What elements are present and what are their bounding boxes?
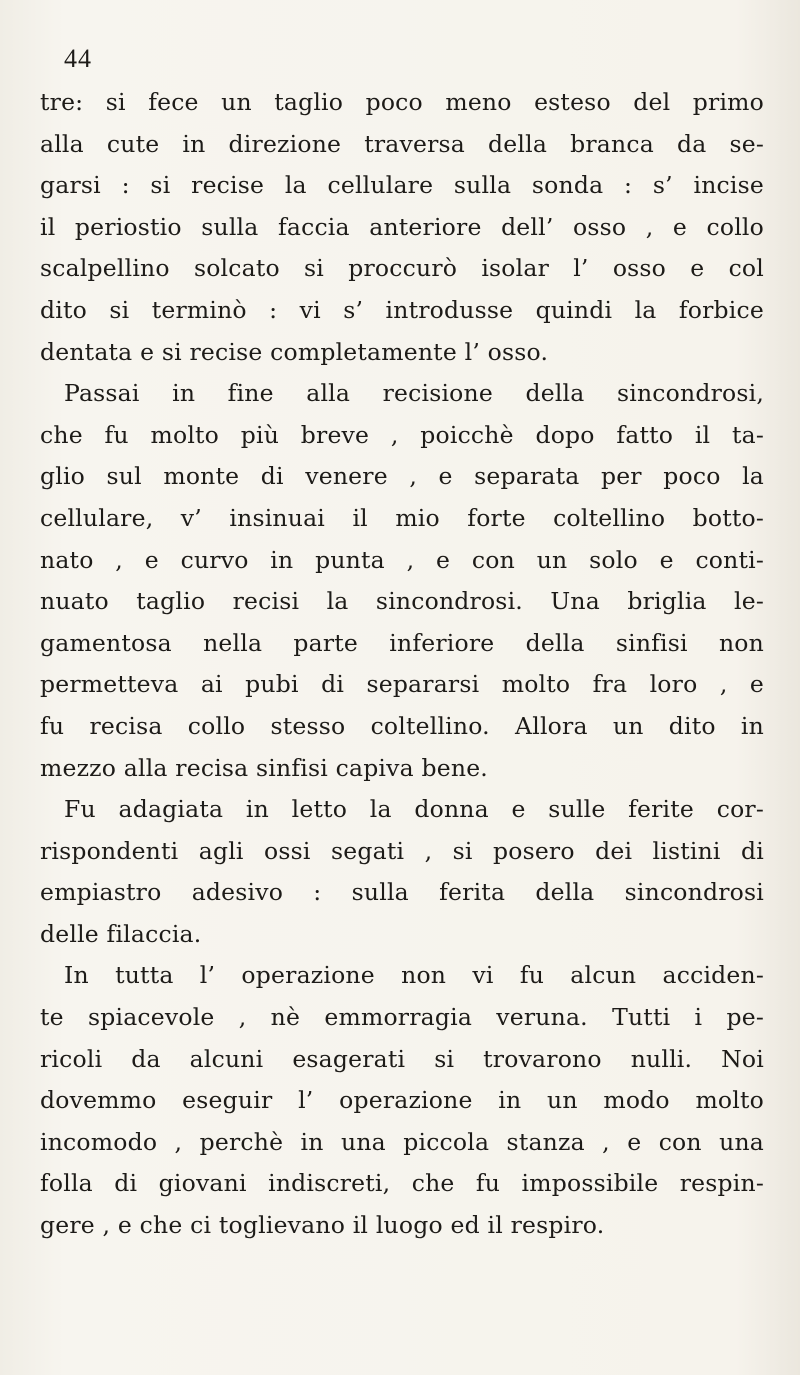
text-line: cellulare, v’ insinuai il mio forte coltellino botto- bbox=[40, 503, 764, 532]
page-number: 44 bbox=[64, 44, 92, 73]
text-line: Fu adagiata in letto la donna e sulle ferite cor- bbox=[64, 795, 764, 824]
text-line: ricoli da alcuni esagerati si trovarono nulli. Noi bbox=[40, 1044, 764, 1073]
text-line: Passai in fine alla recisione della sincondrosi, bbox=[64, 379, 764, 408]
text-line: empiastro adesivo : sulla ferita della sincondrosi bbox=[40, 878, 764, 907]
text-line: nato , e curvo in punta , e con un solo e conti- bbox=[40, 545, 764, 574]
text-line: scalpellino solcato si proccurò isolar l’ osso e col bbox=[40, 254, 764, 283]
body-text bbox=[40, 82, 764, 1247]
text-line: che fu molto più breve , poicchè dopo fatto il ta- bbox=[40, 420, 764, 449]
text-line: permetteva ai pubi di separarsi molto fra loro , e bbox=[40, 670, 764, 699]
text-line: In tutta l’ operazione non vi fu alcun acciden- bbox=[64, 961, 764, 990]
text-line: gere , e che ci toglievano il luogo ed il respiro. bbox=[40, 1211, 605, 1240]
text-line: dito si terminò : vi s’ introdusse quindi la forbice bbox=[40, 295, 764, 324]
text-line: dentata e si recise completamente l’ osso. bbox=[40, 337, 549, 366]
text-line: rispondenti agli ossi segati , si posero dei listini di bbox=[40, 836, 764, 865]
text-line: incomodo , perchè in una piccola stanza , e con una bbox=[40, 1127, 764, 1156]
text-line: te spiacevole , nè emmorragia veruna. Tutti i pe- bbox=[40, 1003, 764, 1032]
text-line: glio sul monte di venere , e separata per poco la bbox=[40, 462, 764, 491]
text-line: mezzo alla recisa sinfisi capiva bene. bbox=[40, 753, 488, 782]
text-line: delle filaccia. bbox=[40, 919, 202, 948]
text-line: dovemmo eseguir l’ operazione in un modo molto bbox=[40, 1086, 764, 1115]
text-line: il periostio sulla faccia anteriore dell’ osso , e collo bbox=[40, 212, 764, 241]
text-line: fu recisa collo stesso coltellino. Allora un dito in bbox=[40, 711, 764, 740]
text-line: garsi : si recise la cellulare sulla sonda : s’ incise bbox=[40, 171, 764, 200]
text-line: alla cute in direzione traversa della branca da se- bbox=[40, 129, 764, 158]
text-line: folla di giovani indiscreti, che fu impossibile respin- bbox=[40, 1169, 764, 1198]
text-line: nuato taglio recisi la sincondrosi. Una briglia le- bbox=[40, 587, 764, 616]
text-line: tre: si fece un taglio poco meno esteso del primo bbox=[40, 88, 764, 116]
text-line: gamentosa nella parte inferiore della sinfisi non bbox=[40, 628, 764, 657]
